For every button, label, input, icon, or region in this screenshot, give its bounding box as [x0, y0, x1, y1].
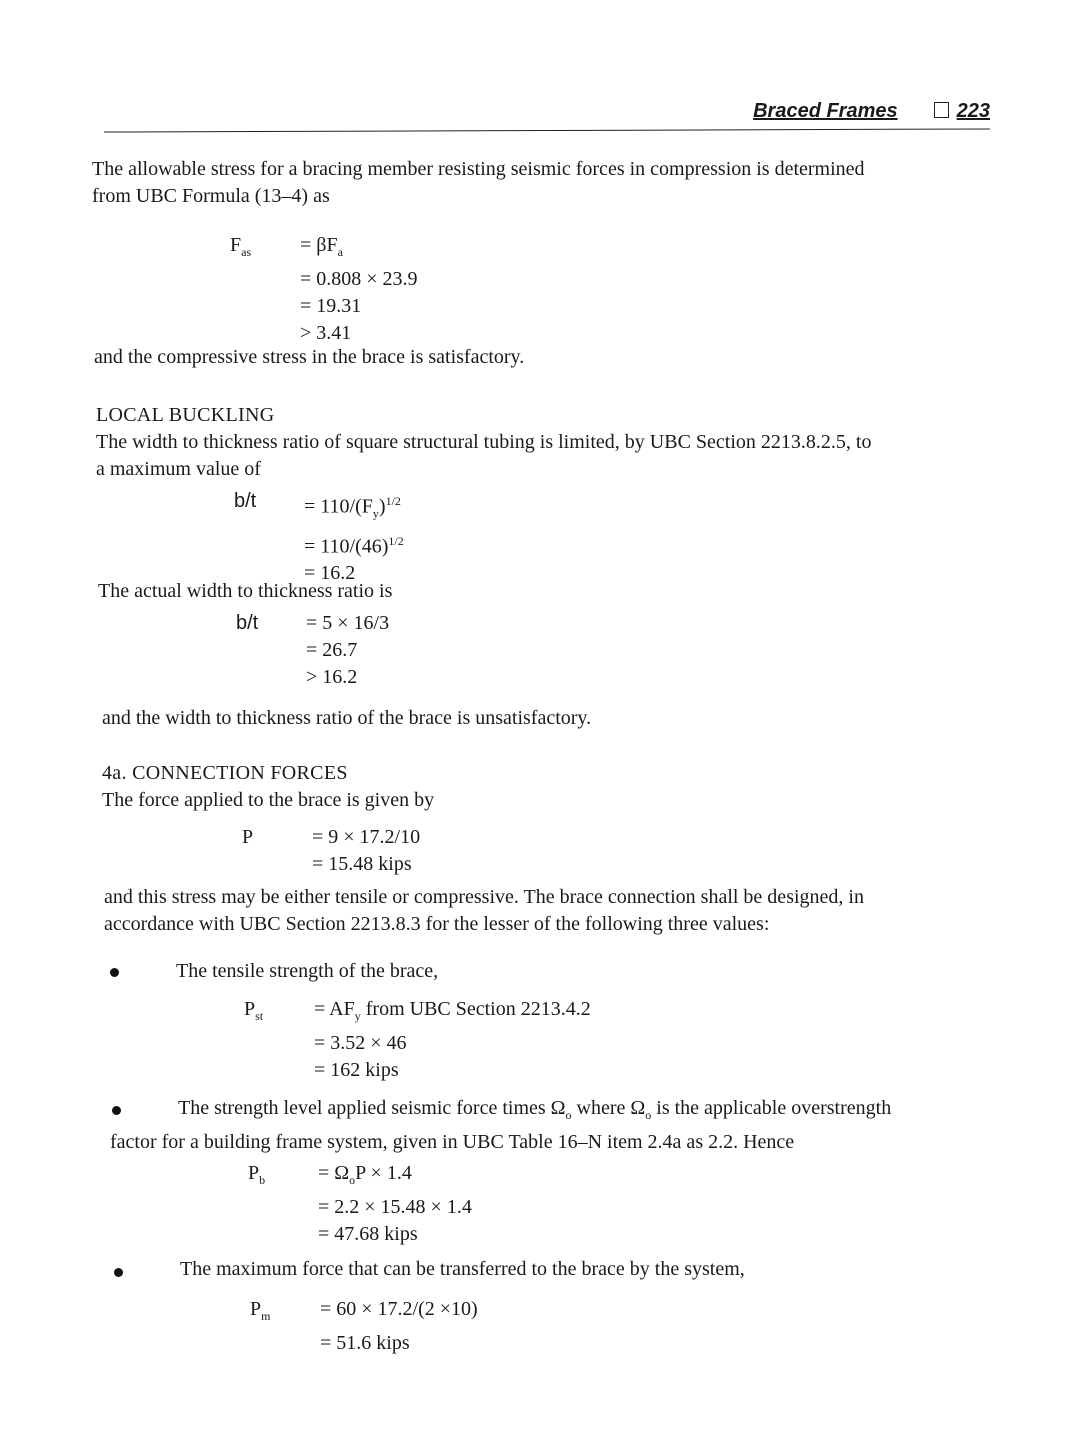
text-line: The width to thickness ratio of square structural tubing is limited, by UBC Section 2213.8.2.5, to — [96, 431, 872, 453]
eq-rhs: = $\beta F_a$ — [300, 234, 343, 259]
eq-rhs: = 19.31 — [300, 295, 362, 317]
paragraph-ratio-unsatisfactory: and the width to thickness ratio of the brace is unsatisfactory. — [102, 707, 592, 729]
eq-rhs: = 162 kips — [314, 1059, 399, 1081]
eq-rhs: = 2.2 × 15.48 × 1.4 — [318, 1196, 472, 1218]
section-title: Braced Frames — [753, 100, 898, 122]
eq-lhs: b/t — [234, 490, 257, 512]
eq-rhs: = 26.7 — [306, 639, 358, 661]
eq-lhs: $P_{st}$ — [244, 998, 264, 1023]
eq-rhs: = $AF_y$ from UBC Section 2213.4.2 — [314, 998, 591, 1023]
eq-rhs: = 3.52 × 46 — [314, 1032, 407, 1054]
eq-rhs: = 51.6 kips — [320, 1332, 410, 1354]
equation-bt-limit — [234, 488, 404, 587]
eq-lhs: P — [242, 826, 254, 848]
bullet-strength-level — [110, 1095, 1020, 1156]
bullet-icon — [114, 1268, 123, 1277]
text-line: accordance with UBC Section 2213.8.3 for the lesser of the following three values: — [104, 913, 770, 935]
text-line: The allowable stress for a bracing member resisting seismic forces in compression is determined — [92, 158, 865, 180]
eq-rhs: = $\Omega_oP \times 1.4$ — [318, 1162, 412, 1187]
eq-rhs: = 16.2 — [304, 562, 356, 585]
page-number-group — [934, 100, 990, 123]
eq-rhs: > 3.41 — [300, 322, 352, 344]
eq-rhs: = 15.48 kips — [312, 853, 412, 875]
page-number: 223 — [956, 100, 990, 122]
bullet-tensile-strength: The tensile strength of the brace, — [176, 960, 439, 982]
eq-lhs: $P_m$ — [250, 1298, 271, 1323]
square-icon — [934, 102, 949, 118]
text-line: The strength level applied seismic force times $\Omega_o$ where $\Omega_o$ is the applicable overstrength — [178, 1097, 892, 1122]
equation-fas — [230, 232, 418, 347]
equation-bt-actual — [236, 610, 389, 691]
paragraph-compressive-ok: and the compressive stress in the brace is satisfactory. — [94, 346, 525, 368]
eq-lhs: $P_b$ — [248, 1162, 266, 1187]
text-line: factor for a building frame system, given in UBC Table 16–N item 2.4a as 2.2. Hence — [110, 1131, 795, 1153]
paragraph-actual-ratio: The actual width to thickness ratio is — [98, 580, 393, 602]
bullet-icon — [110, 968, 119, 977]
equation-p — [242, 824, 420, 878]
running-header — [660, 100, 990, 123]
text-line: The force applied to the brace is given by — [102, 789, 435, 811]
text-line: a maximum value of — [96, 458, 261, 480]
equation-pst — [244, 996, 591, 1084]
header-rule — [104, 128, 990, 132]
heading: 4a. CONNECTION FORCES — [102, 762, 348, 784]
eq-lhs: b/t — [236, 612, 259, 634]
eq-rhs: = 9 × 17.2/10 — [312, 826, 421, 848]
equation-pm — [250, 1296, 478, 1357]
text-line: from UBC Formula (13–4) as — [92, 185, 330, 207]
text-line: and this stress may be either tensile or compressive. The brace connection shall be designed, in — [104, 886, 864, 908]
eq-rhs: = 60 × 17.2/(2 ×10) — [320, 1298, 478, 1320]
eq-rhs: = 47.68 kips — [318, 1223, 418, 1245]
paragraph-allowable-stress — [92, 156, 1012, 210]
eq-rhs: = 5 × 16/3 — [306, 612, 390, 634]
section-local-buckling — [96, 402, 1016, 483]
eq-rhs: = 0.808 × 23.9 — [300, 268, 418, 290]
section-connection-forces — [102, 760, 1022, 814]
paragraph-tensile-compressive — [104, 884, 1009, 938]
heading: LOCAL BUCKLING — [96, 404, 275, 426]
bullet-maximum-force: The maximum force that can be transferred to the brace by the system, — [180, 1258, 745, 1280]
eq-rhs: > 16.2 — [306, 666, 358, 688]
eq-rhs: = $110/(F_y)^{1/2}$ — [304, 494, 401, 521]
equation-pb — [248, 1160, 472, 1248]
eq-lhs: $F_{as}$ — [230, 234, 252, 259]
eq-rhs: = $110/(46)^{1/2}$ — [304, 533, 404, 558]
